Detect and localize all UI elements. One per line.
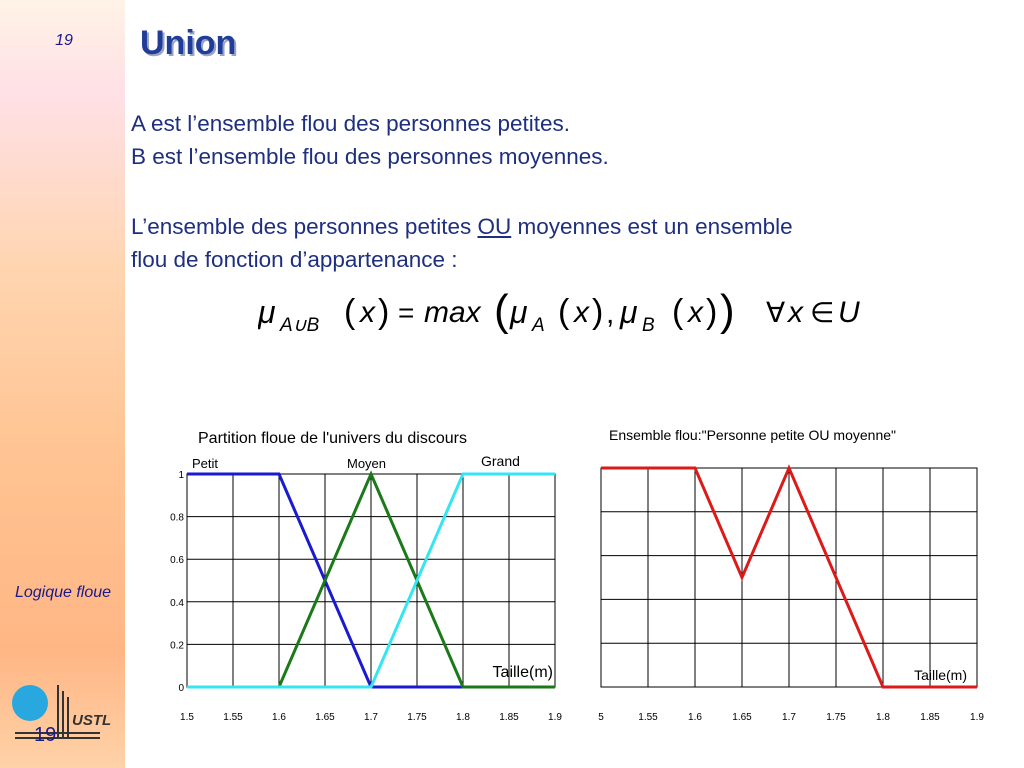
formula-mu-b: μ	[620, 294, 638, 330]
x-tick-label: 1.9	[548, 712, 562, 723]
legend-moyen: Moyen	[347, 456, 387, 471]
y-tick-label: 0.4	[170, 597, 184, 609]
legend-petit: Petit	[192, 456, 219, 471]
formula-universe: U	[838, 296, 860, 329]
formula-paren: )	[706, 293, 718, 331]
sidebar	[0, 0, 125, 768]
formula-paren: (	[344, 293, 356, 331]
formula-paren: )	[592, 293, 604, 331]
x-tick-label: 1.8	[456, 712, 470, 723]
x-tick-label: 1.7	[782, 712, 796, 723]
series-line-moyen	[187, 474, 555, 687]
plot-frame	[187, 474, 555, 687]
y-tick-label: 0.2	[170, 640, 184, 652]
membership-formula	[258, 285, 898, 345]
formula-max: max	[424, 296, 481, 329]
x-tick-label: 1.6	[688, 712, 702, 723]
x-tick-label: 5	[598, 712, 604, 723]
x-axis-label: Taille(m)	[914, 667, 967, 683]
y-tick-label: 1	[178, 470, 184, 481]
y-tick-label: 0	[178, 683, 184, 694]
course-label: Logique floue	[14, 584, 112, 601]
series-line-union	[601, 468, 977, 687]
series-line-grand	[187, 474, 555, 687]
ou-keyword: OU	[477, 214, 512, 239]
x-tick-label: 1.85	[920, 712, 940, 723]
definition-paragraph	[131, 107, 609, 173]
slide-title: Union	[140, 24, 237, 62]
y-tick-label: 0.6	[170, 555, 184, 567]
formula-equals: =	[398, 297, 415, 328]
x-tick-label: 1.5	[180, 712, 194, 723]
chart2-title: Ensemble flou:"Personne petite OU moyenne"	[609, 427, 896, 443]
formula-paren: (	[558, 293, 570, 331]
x-tick-label: 1.8	[876, 712, 890, 723]
formula-in: ∈	[810, 297, 835, 328]
x-tick-label: 1.65	[315, 712, 335, 723]
x-tick-label: 1.7	[364, 712, 378, 723]
union-text-part2: moyennes est un ensemble	[511, 214, 793, 239]
x-tick-label: 1.55	[638, 712, 658, 723]
slide-number: 19	[55, 32, 73, 49]
formula-forall: ∀	[766, 297, 786, 328]
plot-frame	[601, 468, 977, 687]
x-tick-label: 1.9	[970, 712, 984, 723]
union-text-part1: L’ensemble des personnes petites	[131, 214, 478, 239]
formula-sub-a: A	[532, 315, 545, 336]
formula-paren: (	[494, 286, 509, 335]
formula-x-1: x	[360, 296, 375, 329]
formula-mu-union: μ	[258, 294, 276, 330]
formula-paren: (	[672, 293, 684, 331]
definition-line-b: B est l’ensemble flou des personnes moyennes.	[131, 144, 609, 169]
formula-x-4: x	[788, 296, 803, 329]
chart1-title: Partition floue de l'univers du discours	[198, 430, 467, 447]
x-tick-label: 1.65	[732, 712, 752, 723]
x-tick-label: 1.55	[223, 712, 243, 723]
union-line-2: flou de fonction d’appartenance :	[131, 247, 458, 272]
x-tick-label: 1.85	[499, 712, 519, 723]
formula-sub-b: B	[642, 315, 655, 336]
legend-grand: Grand	[481, 453, 520, 469]
university-logo	[10, 683, 120, 753]
formula-paren: )	[378, 293, 390, 331]
x-tick-label: 1.75	[826, 712, 846, 723]
formula-paren: )	[720, 286, 735, 335]
formula-sub-union: A∪B	[280, 315, 320, 336]
union-paragraph	[131, 210, 793, 276]
x-axis-label: Taille(m)	[492, 664, 553, 681]
x-tick-label: 1.75	[407, 712, 427, 723]
definition-line-a: A est l’ensemble flou des personnes petites.	[131, 111, 571, 136]
formula-comma: ,	[606, 297, 615, 330]
series-line-petit	[187, 474, 555, 687]
formula-x-2: x	[574, 296, 589, 329]
x-tick-label: 1.6	[272, 712, 286, 723]
logo-text: USTL	[72, 712, 112, 729]
logo-number: 19	[34, 724, 57, 746]
formula-x-3: x	[688, 296, 703, 329]
y-tick-label: 0.8	[170, 512, 184, 524]
union-line-1	[131, 210, 793, 243]
formula-mu-a: μ	[510, 294, 528, 330]
logo-circle	[12, 685, 48, 721]
